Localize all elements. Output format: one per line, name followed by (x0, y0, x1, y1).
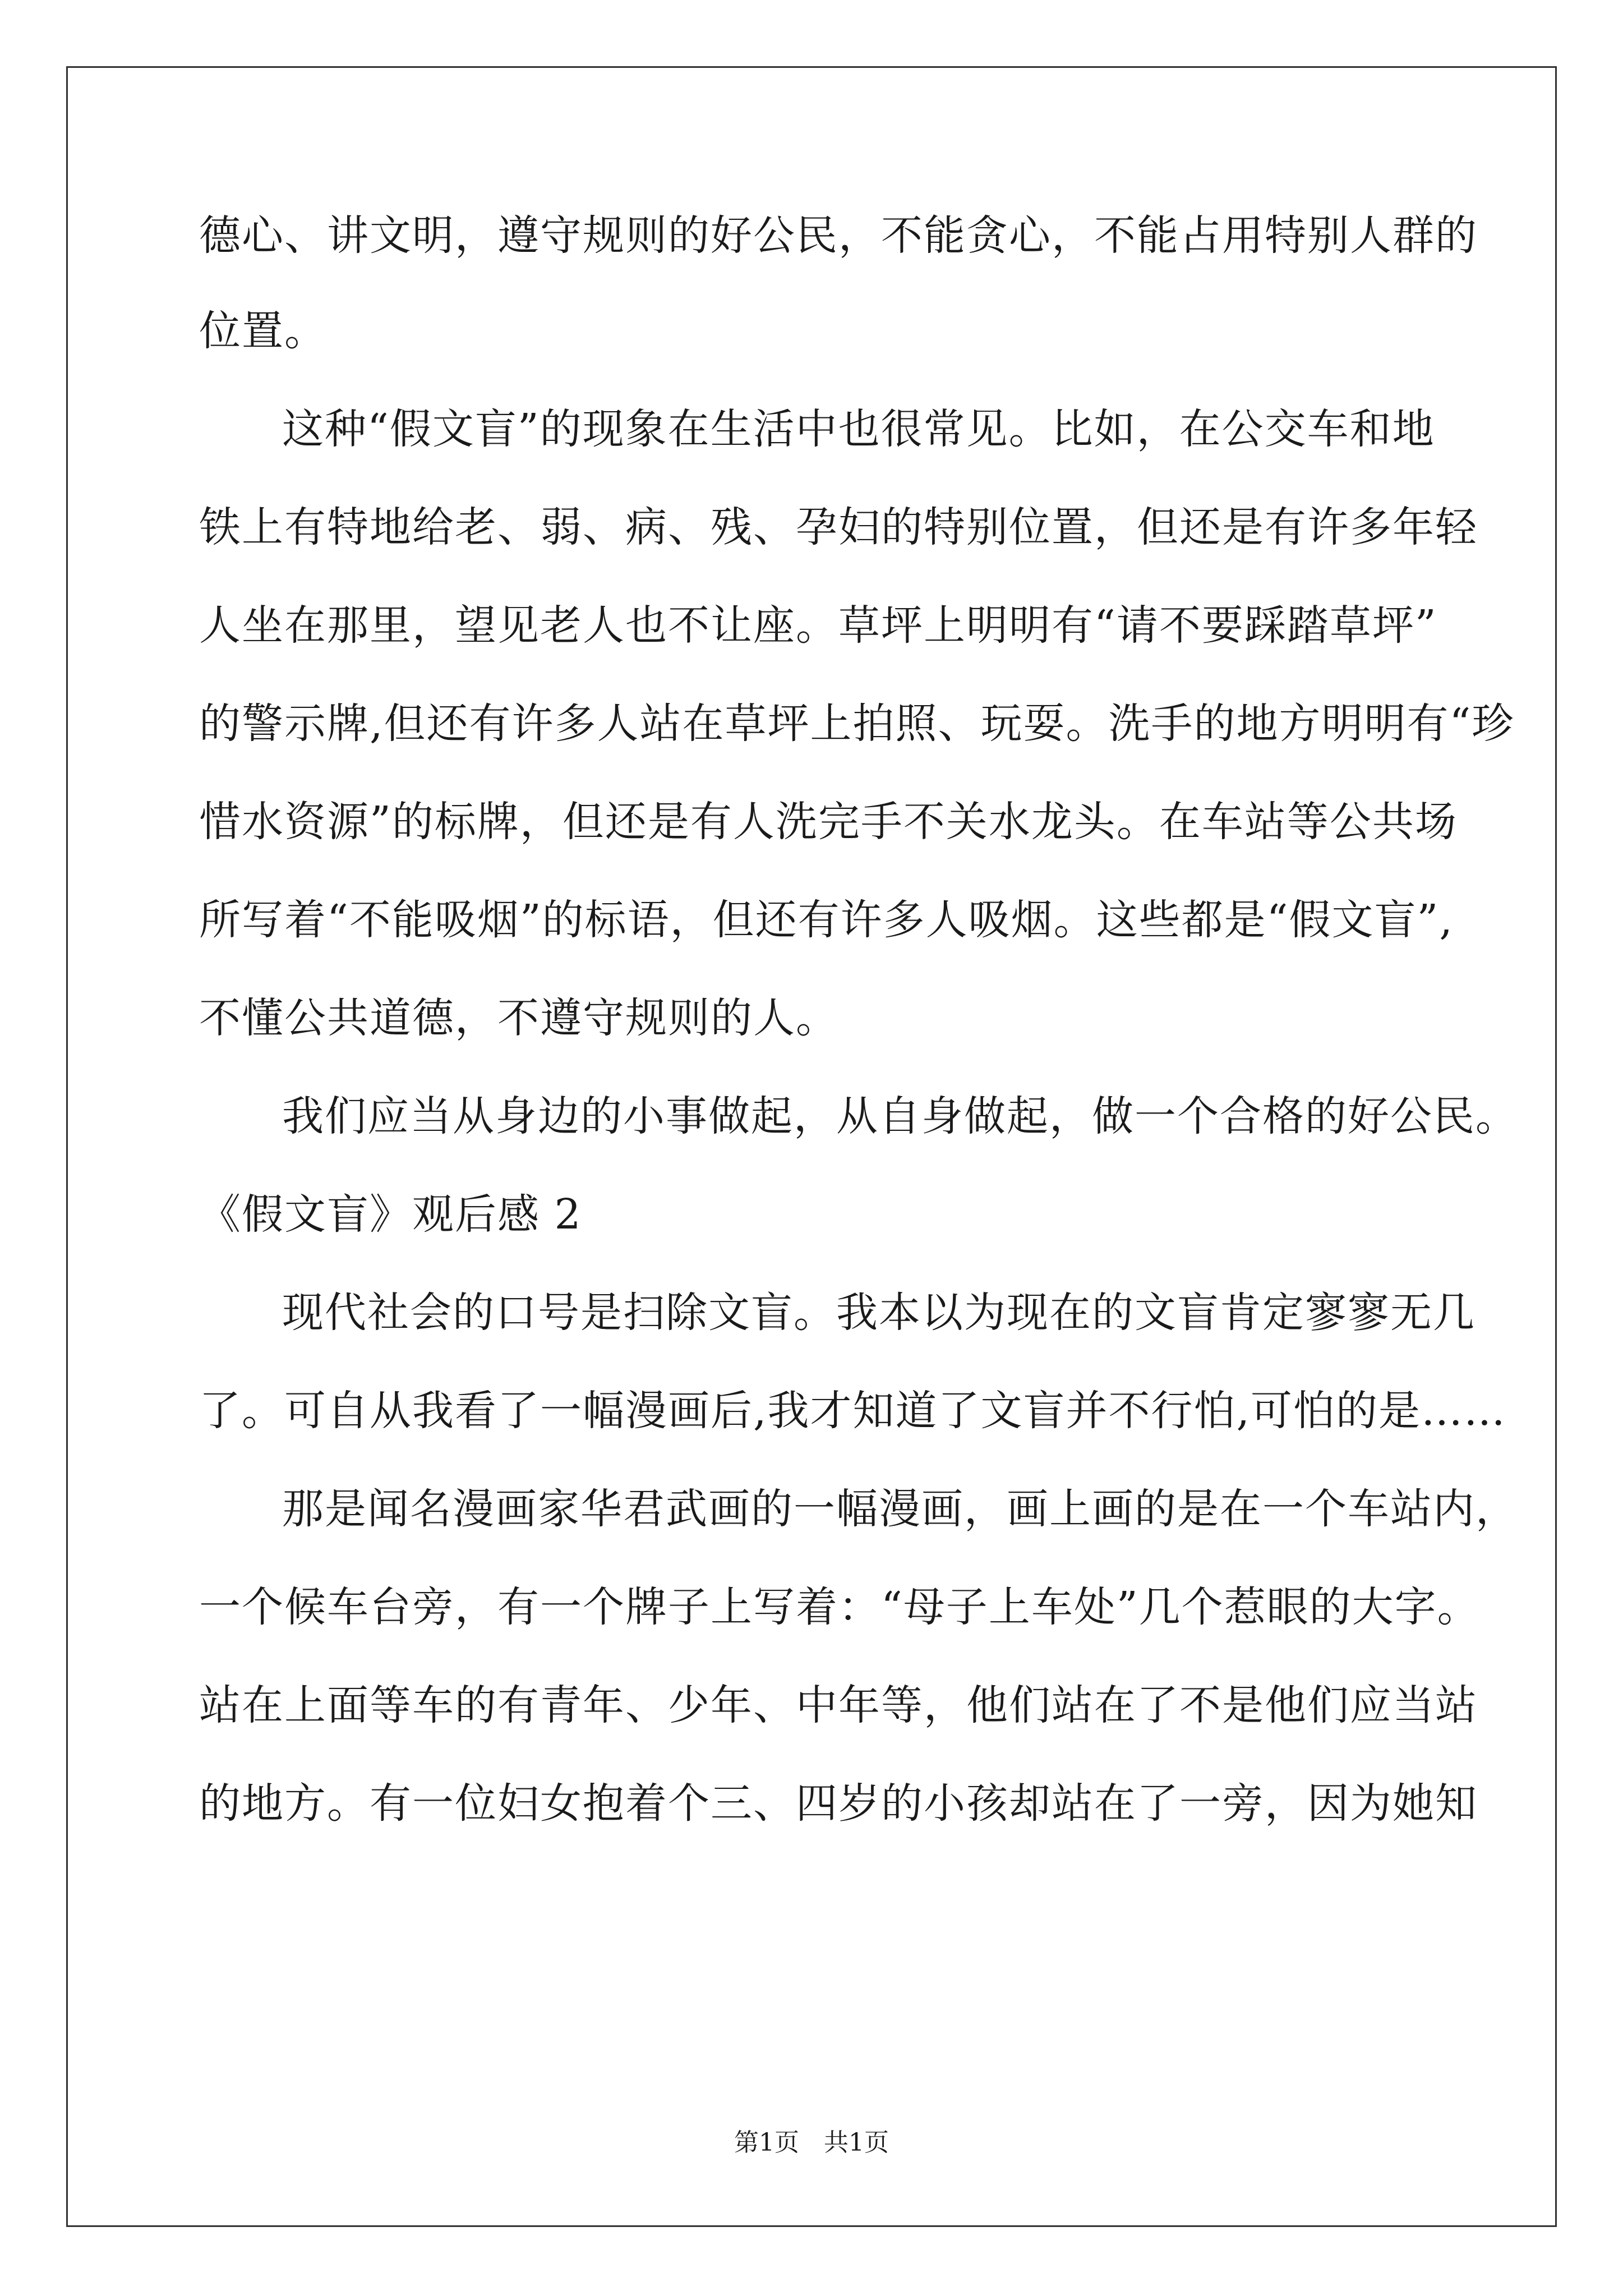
text-line: 这种“假文盲”的现象在生活中也很常见。比如，在公交车和地 (282, 405, 1435, 453)
text-line: 不懂公共道德，不遵守规则的人。 (199, 994, 838, 1042)
text-line: 铁上有特地给老、弱、病、残、孕妇的特别位置，但还是有许多年轻 (199, 503, 1478, 551)
text-line: 位置。 (199, 307, 327, 355)
text-line: 我们应当从身边的小事做起，从自身做起，做一个合格的好公民。 (282, 1092, 1518, 1140)
text-line: 德心、讲文明，遵守规则的好公民，不能贪心，不能占用特别人群的 (199, 211, 1478, 260)
text-line: 那是闻名漫画家华君武画的一幅漫画，画上画的是在一个车站内， (282, 1485, 1518, 1533)
text-line: 所写着“不能吸烟”的标语，但还有许多人吸烟。这些都是“假文盲”, (199, 896, 1454, 944)
section-heading: 《假文盲》观后感 2 (199, 1190, 582, 1239)
page-frame (66, 66, 1557, 2227)
text-line: 现代社会的口号是扫除文盲。我本以为现在的文盲肯定寥寥无几 (282, 1289, 1476, 1337)
text-line: 一个候车台旁，有一个牌子上写着：“母子上车处”几个惹眼的大字。 (199, 1583, 1480, 1631)
text-line: 的警示牌,但还有许多人站在草坪上拍照、玩耍。洗手的地方明明有“珍 (199, 700, 1515, 748)
text-line: 人坐在那里，望见老人也不让座。草坪上明明有“请不要踩踏草坪” (199, 601, 1437, 650)
text-line: 惜水资源”的标牌，但还是有人洗完手不关水龙头。在车站等公共场 (199, 798, 1458, 846)
text-line: 的地方。有一位妇女抱着个三、四岁的小孩却站在了一旁，因为她知 (199, 1779, 1478, 1828)
text-line: 了。可自从我看了一幅漫画后,我才知道了文盲并不行怕,可怕的是…… (199, 1387, 1507, 1435)
text-line: 站在上面等车的有青年、少年、中年等，他们站在了不是他们应当站 (199, 1681, 1478, 1729)
page-footer: 第1页 共1页 (734, 2128, 889, 2157)
